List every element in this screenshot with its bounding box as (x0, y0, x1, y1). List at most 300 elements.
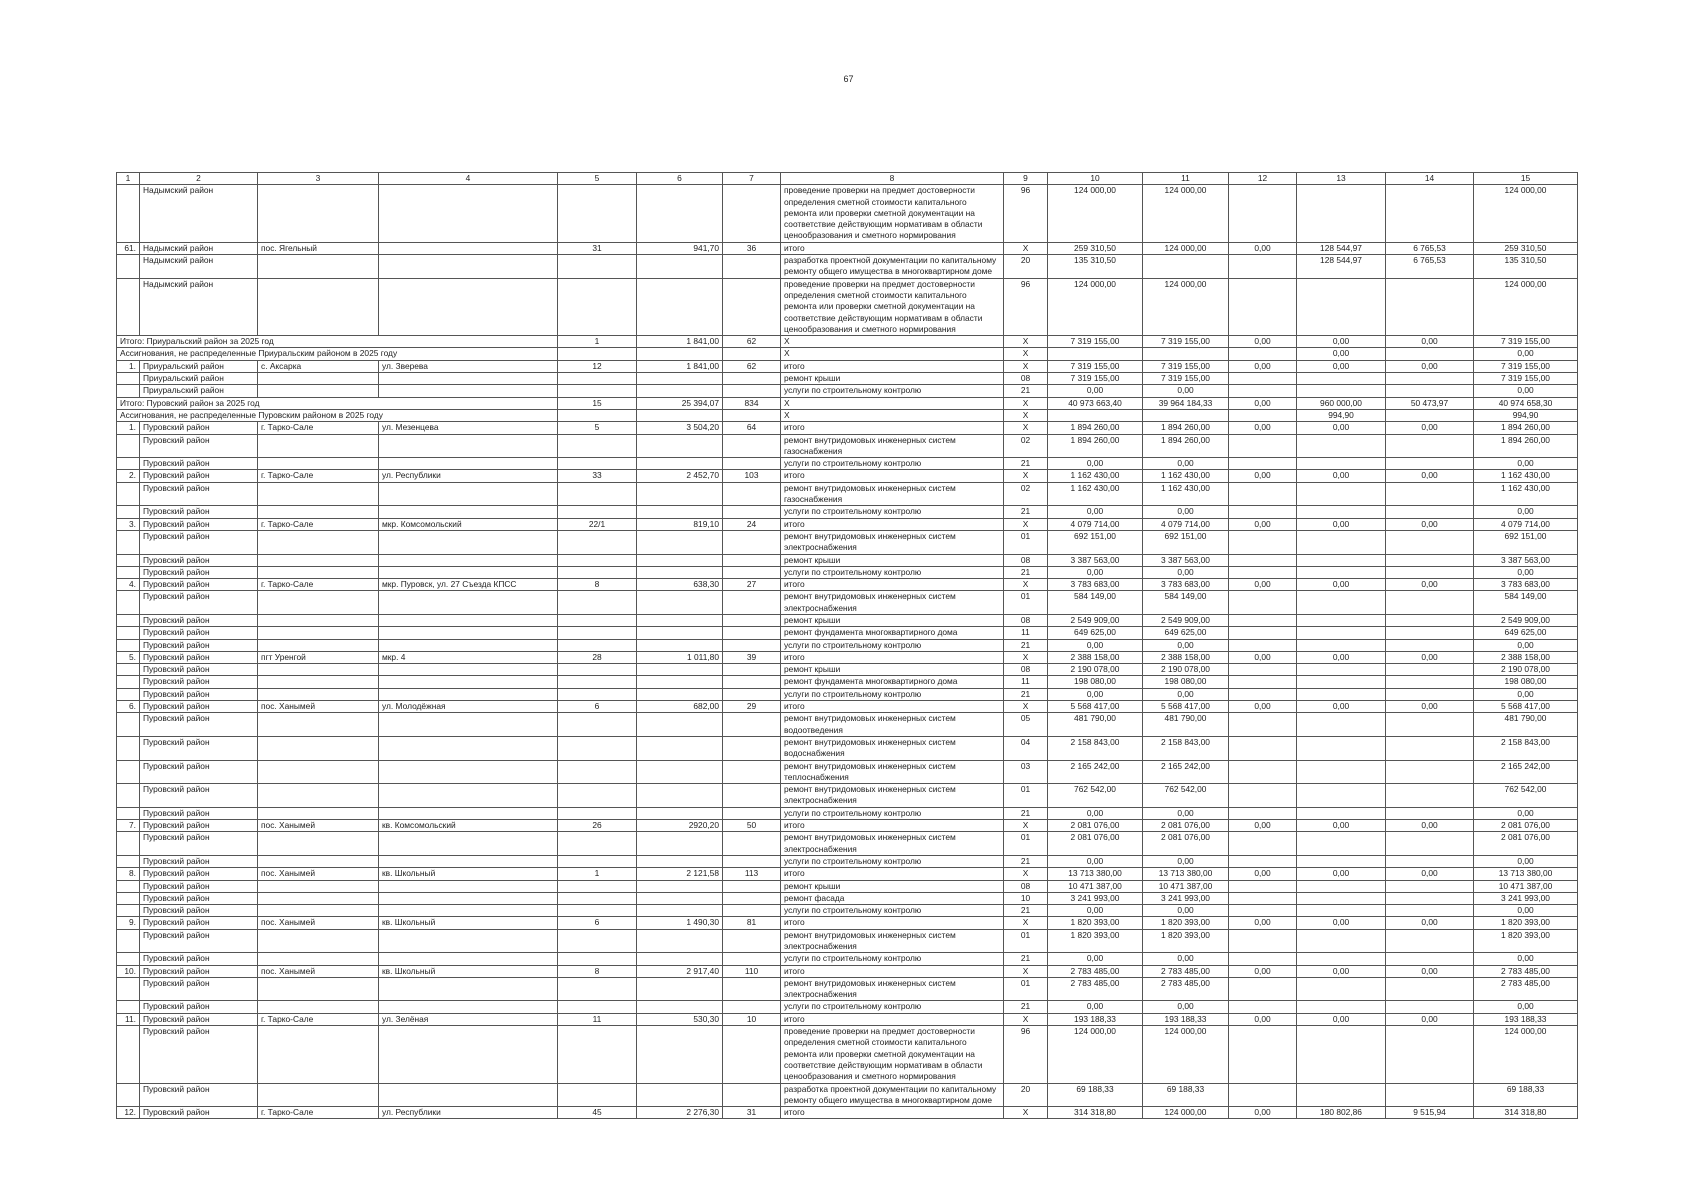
table-cell (637, 348, 723, 360)
table-cell: ремонт внутридомовых инженерных систем электроснабжения (781, 977, 1004, 1001)
table-cell: Пуровский район (140, 627, 258, 639)
table-cell (1297, 688, 1386, 700)
table-cell: 481 790,00 (1474, 713, 1578, 737)
table-cell (117, 185, 140, 242)
table-cell (637, 688, 723, 700)
table-cell: 21 (1004, 566, 1048, 578)
table-cell (637, 385, 723, 397)
table-cell (258, 373, 379, 385)
table-cell: 9. (117, 917, 140, 929)
table-cell (1297, 880, 1386, 892)
table-cell (1386, 760, 1474, 784)
table-cell: итого (781, 518, 1004, 530)
table-cell: 2 165 242,00 (1048, 760, 1143, 784)
table-cell (1229, 905, 1297, 917)
table-cell: Пуровский район (140, 554, 258, 566)
table-cell (1229, 676, 1297, 688)
table-cell: X (1004, 397, 1048, 409)
table-cell (1229, 832, 1297, 856)
table-cell (379, 977, 558, 1001)
table-cell: 01 (1004, 832, 1048, 856)
table-cell (1143, 348, 1229, 360)
table-cell (1386, 713, 1474, 737)
table-row (117, 554, 1578, 566)
table-cell (723, 639, 781, 651)
table-cell: X (1004, 701, 1048, 713)
table-cell: 69 188,33 (1143, 1083, 1229, 1107)
table-cell: Пуровский район (140, 832, 258, 856)
table-cell: 8 (558, 965, 637, 977)
table-cell: 682,00 (637, 701, 723, 713)
summary-row (117, 409, 1578, 421)
table-cell (117, 736, 140, 760)
table-cell: 61. (117, 242, 140, 254)
table-cell: ул. Зверева (379, 360, 558, 372)
table-cell (117, 627, 140, 639)
table-cell (1386, 784, 1474, 808)
table-cell: 481 790,00 (1048, 713, 1143, 737)
table-cell (558, 482, 637, 506)
table-cell (1229, 348, 1297, 360)
column-number-cell: 10 (1048, 173, 1143, 185)
table-cell: 0,00 (1229, 917, 1297, 929)
table-cell: 11 (1004, 627, 1048, 639)
table-cell (637, 255, 723, 279)
table-cell (1386, 506, 1474, 518)
table-cell: 128 544,97 (1297, 255, 1386, 279)
table-cell (558, 953, 637, 965)
table-cell: 5. (117, 651, 140, 663)
table-cell: 3 783 683,00 (1048, 579, 1143, 591)
table-cell: 0,00 (1386, 1013, 1474, 1025)
column-number-cell: 15 (1474, 173, 1578, 185)
column-number-cell: 14 (1386, 173, 1474, 185)
table-cell (1229, 255, 1297, 279)
table-cell: 3 783 683,00 (1143, 579, 1229, 591)
table-cell (258, 591, 379, 615)
table-cell (723, 760, 781, 784)
table-cell (723, 614, 781, 626)
table-cell: 0,00 (1386, 518, 1474, 530)
table-cell (379, 242, 558, 254)
table-cell (258, 832, 379, 856)
table-cell: 33 (558, 470, 637, 482)
table-cell (379, 736, 558, 760)
table-cell: 02 (1004, 434, 1048, 458)
table-cell (258, 953, 379, 965)
table-cell: 0,00 (1229, 397, 1297, 409)
table-cell: X (1004, 917, 1048, 929)
table-cell (117, 278, 140, 335)
table-cell: 2 276,30 (637, 1107, 723, 1119)
table-cell: 1 894 260,00 (1474, 434, 1578, 458)
table-cell: Надымский район (140, 242, 258, 254)
table-cell (558, 736, 637, 760)
table-cell (1386, 639, 1474, 651)
table-cell (258, 977, 379, 1001)
table-cell (637, 614, 723, 626)
table-cell: итого (781, 422, 1004, 434)
table-row (117, 880, 1578, 892)
table-cell: 481 790,00 (1143, 713, 1229, 737)
table-cell: 0,00 (1229, 651, 1297, 663)
table-cell: 7 319 155,00 (1474, 336, 1578, 348)
table-cell: 6. (117, 701, 140, 713)
table-cell (723, 409, 781, 421)
table-cell (558, 713, 637, 737)
table-cell: 0,00 (1474, 953, 1578, 965)
column-number-cell: 12 (1229, 173, 1297, 185)
table-cell (1229, 278, 1297, 335)
table-cell (637, 409, 723, 421)
table-cell (558, 385, 637, 397)
table-cell (558, 905, 637, 917)
table-cell: 180 802,86 (1297, 1107, 1386, 1119)
table-cell: 1 162 430,00 (1474, 470, 1578, 482)
table-row (117, 760, 1578, 784)
table-cell: 692 151,00 (1048, 530, 1143, 554)
table-cell (1229, 185, 1297, 242)
table-cell (1229, 639, 1297, 651)
table-cell (1229, 506, 1297, 518)
table-cell: Пуровский район (140, 530, 258, 554)
table-cell: 0,00 (1229, 470, 1297, 482)
table-cell (723, 348, 781, 360)
table-cell: 2 190 078,00 (1143, 664, 1229, 676)
table-cell: X (1004, 360, 1048, 372)
table-cell: 0,00 (1229, 1013, 1297, 1025)
table-cell: 08 (1004, 880, 1048, 892)
table-cell: 2 783 485,00 (1048, 965, 1143, 977)
table-cell: 1 162 430,00 (1474, 482, 1578, 506)
table-cell (1297, 784, 1386, 808)
table-cell: 7 319 155,00 (1048, 373, 1143, 385)
table-cell: 110 (723, 965, 781, 977)
table-cell: мкр. 4 (379, 651, 558, 663)
table-row (117, 917, 1578, 929)
table-cell: 01 (1004, 530, 1048, 554)
table-cell: ремонт внутридомовых инженерных систем водоотведения (781, 713, 1004, 737)
table-cell: 0,00 (1297, 820, 1386, 832)
table-cell: 584 149,00 (1474, 591, 1578, 615)
table-cell: 69 188,33 (1048, 1083, 1143, 1107)
table-cell (1297, 373, 1386, 385)
table-cell: Пуровский район (140, 977, 258, 1001)
table-cell (1297, 977, 1386, 1001)
table-cell: ул. Зелёная (379, 1013, 558, 1025)
table-cell (637, 905, 723, 917)
table-cell (258, 664, 379, 676)
table-cell: 3 387 563,00 (1474, 554, 1578, 566)
table-cell: 0,00 (1297, 917, 1386, 929)
table-cell (1229, 434, 1297, 458)
table-cell: 0,00 (1229, 868, 1297, 880)
table-row (117, 929, 1578, 953)
table-cell: услуги по строительному контролю (781, 506, 1004, 518)
table-cell: 1 820 393,00 (1143, 929, 1229, 953)
table-cell (558, 639, 637, 651)
table-cell (723, 185, 781, 242)
table-cell (723, 554, 781, 566)
table-cell (723, 591, 781, 615)
table-cell (117, 832, 140, 856)
table-cell (1229, 1026, 1297, 1083)
table-cell: 0,00 (1386, 651, 1474, 663)
table-cell: 0,00 (1048, 566, 1143, 578)
table-cell (379, 929, 558, 953)
table-cell (558, 676, 637, 688)
summary-row (117, 348, 1578, 360)
table-cell (1386, 385, 1474, 397)
table-cell: 198 080,00 (1048, 676, 1143, 688)
table-cell: Пуровский район (140, 880, 258, 892)
table-cell (637, 713, 723, 737)
table-cell: Пуровский район (140, 688, 258, 700)
table-cell: 62 (723, 360, 781, 372)
table-cell: 0,00 (1048, 855, 1143, 867)
table-cell (637, 880, 723, 892)
table-cell (1297, 614, 1386, 626)
table-row (117, 470, 1578, 482)
table-header-row (117, 173, 1578, 185)
table-cell: итого (781, 579, 1004, 591)
table-row (117, 185, 1578, 242)
table-cell: 941,70 (637, 242, 723, 254)
table-cell: 1 (558, 336, 637, 348)
table-cell: 1 820 393,00 (1474, 917, 1578, 929)
table-cell: кв. Школьный (379, 868, 558, 880)
table-cell: 0,00 (1474, 458, 1578, 470)
table-cell: 0,00 (1474, 807, 1578, 819)
table-cell: 2. (117, 470, 140, 482)
table-cell: Пуровский район (140, 579, 258, 591)
table-cell: услуги по строительному контролю (781, 566, 1004, 578)
table-cell (723, 905, 781, 917)
table-cell (258, 713, 379, 737)
table-cell: 11 (1004, 676, 1048, 688)
table-cell: 1 162 430,00 (1048, 470, 1143, 482)
table-cell (258, 434, 379, 458)
table-cell (117, 482, 140, 506)
table-cell (723, 880, 781, 892)
table-cell: 0,00 (1386, 917, 1474, 929)
table-cell (1297, 627, 1386, 639)
table-cell: 1 820 393,00 (1048, 929, 1143, 953)
table-cell: 314 318,80 (1048, 1107, 1143, 1119)
table-cell: 2 121,58 (637, 868, 723, 880)
table-cell (723, 713, 781, 737)
table-cell: 3 504,20 (637, 422, 723, 434)
table-cell: Пуровский район (140, 701, 258, 713)
table-row (117, 676, 1578, 688)
table-cell: проведение проверки на предмет достоверности определения сметной стоимости капитального ремонта или проверки сметной документации на соответствие действующим нормативам в области ценообразования и сметного нормирования (781, 185, 1004, 242)
table-cell: 31 (558, 242, 637, 254)
table-cell: 0,00 (1474, 639, 1578, 651)
table-cell: пос. Ханымей (258, 868, 379, 880)
table-cell (1386, 278, 1474, 335)
table-cell: 0,00 (1297, 965, 1386, 977)
table-cell: 124 000,00 (1143, 1107, 1229, 1119)
table-cell: 5 568 417,00 (1474, 701, 1578, 713)
table-cell: Пуровский район (140, 855, 258, 867)
table-cell (723, 664, 781, 676)
table-cell (558, 554, 637, 566)
table-cell: 96 (1004, 185, 1048, 242)
table-cell: мкр. Пуровск, ул. 27 Съезда КПСС (379, 579, 558, 591)
table-cell (558, 1026, 637, 1083)
summary-label: Итого: Пуровский район за 2025 год (117, 397, 558, 409)
table-cell (1386, 1026, 1474, 1083)
table-cell (258, 736, 379, 760)
table-cell (637, 977, 723, 1001)
table-cell: ремонт внутридомовых инженерных систем электроснабжения (781, 929, 1004, 953)
table-cell: Пуровский район (140, 929, 258, 953)
table-cell: 50 (723, 820, 781, 832)
table-cell: Пуровский район (140, 470, 258, 482)
table-cell: 0,00 (1297, 651, 1386, 663)
table-cell: 2 158 843,00 (1048, 736, 1143, 760)
table-cell (558, 591, 637, 615)
table-cell (1048, 348, 1143, 360)
table-cell: X (1004, 965, 1048, 977)
table-cell (558, 458, 637, 470)
table-cell: 6 (558, 701, 637, 713)
table-cell (1229, 784, 1297, 808)
table-cell: 0,00 (1474, 566, 1578, 578)
table-cell: 762 542,00 (1474, 784, 1578, 808)
table-cell: 01 (1004, 591, 1048, 615)
table-cell: 0,00 (1386, 868, 1474, 880)
table-cell (1229, 880, 1297, 892)
table-cell: Пуровский район (140, 422, 258, 434)
table-cell: пос. Ханымей (258, 820, 379, 832)
table-cell: 1. (117, 360, 140, 372)
table-cell (1386, 664, 1474, 676)
table-cell (1297, 832, 1386, 856)
table-cell: 1 894 260,00 (1143, 434, 1229, 458)
table-cell (558, 880, 637, 892)
table-cell (1297, 676, 1386, 688)
table-cell: итого (781, 651, 1004, 663)
table-cell: X (1004, 868, 1048, 880)
table-cell (1229, 409, 1297, 421)
table-cell (258, 639, 379, 651)
table-cell: 0,00 (1143, 807, 1229, 819)
table-cell (1297, 639, 1386, 651)
table-cell (637, 482, 723, 506)
table-cell: итого (781, 470, 1004, 482)
table-cell: ремонт крыши (781, 373, 1004, 385)
table-row (117, 855, 1578, 867)
table-cell: 2920,20 (637, 820, 723, 832)
table-cell: 649 625,00 (1048, 627, 1143, 639)
table-cell: итого (781, 965, 1004, 977)
table-cell (637, 591, 723, 615)
table-cell (637, 1001, 723, 1013)
table-cell (637, 278, 723, 335)
table-cell (379, 905, 558, 917)
table-cell (117, 373, 140, 385)
table-cell (379, 434, 558, 458)
table-cell (558, 627, 637, 639)
table-cell: X (781, 336, 1004, 348)
table-cell (379, 807, 558, 819)
table-cell: 1 894 260,00 (1143, 422, 1229, 434)
table-cell (379, 627, 558, 639)
table-cell (117, 784, 140, 808)
table-cell (723, 929, 781, 953)
table-row (117, 688, 1578, 700)
table-cell: 7. (117, 820, 140, 832)
table-cell (637, 566, 723, 578)
table-cell: 0,00 (1229, 579, 1297, 591)
table-cell (379, 278, 558, 335)
table-cell: 62 (723, 336, 781, 348)
table-cell: 21 (1004, 639, 1048, 651)
table-cell: 2 081 076,00 (1048, 832, 1143, 856)
table-cell: 960 000,00 (1297, 397, 1386, 409)
table-cell (117, 688, 140, 700)
table-cell (258, 506, 379, 518)
table-cell: 3 783 683,00 (1474, 579, 1578, 591)
table-cell: Пуровский район (140, 664, 258, 676)
table-cell (558, 1001, 637, 1013)
table-cell: 584 149,00 (1143, 591, 1229, 615)
table-cell (117, 1083, 140, 1107)
table-row (117, 832, 1578, 856)
table-cell: 1 841,00 (637, 336, 723, 348)
table-cell: 193 188,33 (1048, 1013, 1143, 1025)
table-cell (379, 482, 558, 506)
table-row (117, 713, 1578, 737)
table-cell: 12. (117, 1107, 140, 1119)
table-cell: ул. Республики (379, 470, 558, 482)
table-cell: 21 (1004, 905, 1048, 917)
table-cell (1297, 855, 1386, 867)
table-cell (117, 892, 140, 904)
table-cell: 584 149,00 (1048, 591, 1143, 615)
column-number-cell: 3 (258, 173, 379, 185)
table-cell: 5 568 417,00 (1143, 701, 1229, 713)
table-cell: 13 713 380,00 (1048, 868, 1143, 880)
table-cell: 2 081 076,00 (1048, 820, 1143, 832)
table-cell (1386, 832, 1474, 856)
table-row (117, 977, 1578, 1001)
table-cell: ремонт внутридомовых инженерных систем водоснабжения (781, 736, 1004, 760)
table-cell: 11 (558, 1013, 637, 1025)
table-cell (637, 855, 723, 867)
table-cell (1386, 591, 1474, 615)
table-cell: 113 (723, 868, 781, 880)
table-cell: 0,00 (1229, 820, 1297, 832)
table-row (117, 518, 1578, 530)
table-cell (1386, 807, 1474, 819)
table-row (117, 422, 1578, 434)
table-cell: 0,00 (1297, 518, 1386, 530)
table-cell: 259 310,50 (1048, 242, 1143, 254)
table-cell: 31 (723, 1107, 781, 1119)
summary-row (117, 336, 1578, 348)
table-cell (723, 832, 781, 856)
table-row (117, 868, 1578, 880)
table-cell (637, 676, 723, 688)
table-cell (1297, 929, 1386, 953)
table-row (117, 530, 1578, 554)
table-cell: 21 (1004, 506, 1048, 518)
table-cell: Пуровский район (140, 905, 258, 917)
table-cell (258, 458, 379, 470)
table-cell: пгт Уренгой (258, 651, 379, 663)
